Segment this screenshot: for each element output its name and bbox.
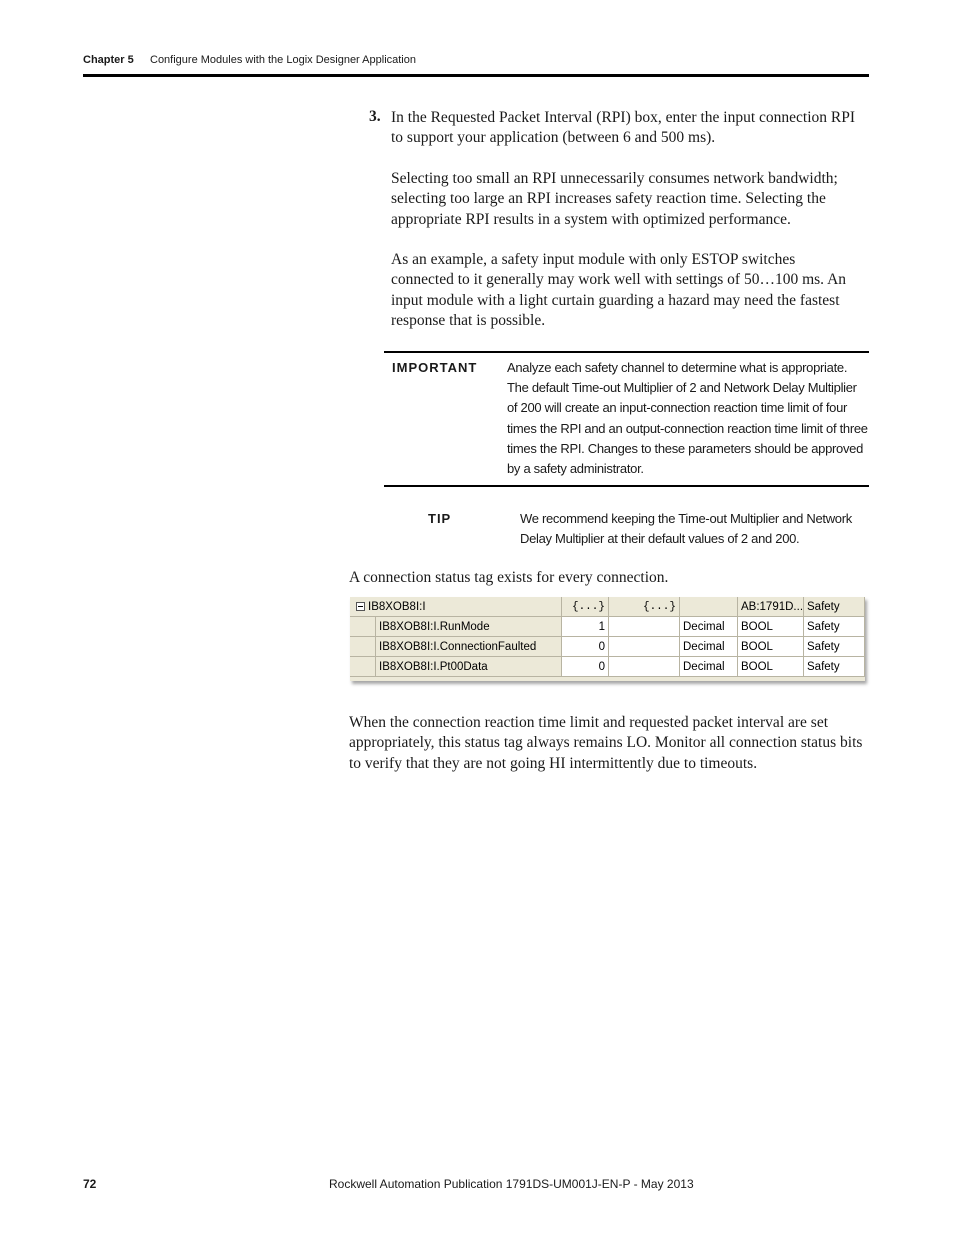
tip-label: TIP <box>428 511 452 526</box>
tag-name-cell <box>350 597 562 617</box>
value-cell[interactable]: 1 <box>562 617 609 637</box>
class-cell: Safety <box>804 597 865 617</box>
data-type-cell: BOOL <box>738 657 804 677</box>
indent-cell <box>350 657 376 677</box>
value-cell[interactable]: {...} <box>562 597 609 617</box>
style-cell <box>680 597 738 617</box>
chapter-title: Configure Modules with the Logix Designer Application <box>150 54 416 66</box>
collapse-icon[interactable] <box>356 602 365 611</box>
style-cell[interactable]: Decimal <box>680 657 738 677</box>
class-cell: Safety <box>804 637 865 657</box>
important-bottom-rule <box>384 485 869 487</box>
tag-row[interactable] <box>350 617 865 637</box>
force-mask-cell[interactable] <box>609 617 680 637</box>
status-intro: A connection status tag exists for every connection. <box>349 569 669 586</box>
tag-row-parent[interactable] <box>350 597 865 617</box>
publication-info: Rockwell Automation Publication 1791DS-UM001J-EN-P - May 2013 <box>329 1177 694 1191</box>
closing-paragraph: When the connection reaction time limit and requested packet interval are set appropriately, this status tag always remains LO. Monitor all connection status bits to verify that they are not going HI intermittently due to timeouts. <box>349 714 863 772</box>
data-type-cell: AB:1791D... <box>738 597 804 617</box>
tag-name-cell: IB8XOB8I:I.Pt00Data <box>376 657 562 677</box>
force-mask-cell[interactable] <box>609 637 680 657</box>
indent-cell <box>350 637 376 657</box>
header-rule <box>83 74 869 77</box>
class-cell: Safety <box>804 617 865 637</box>
step-number: 3. <box>369 108 381 125</box>
data-type-cell: BOOL <box>738 637 804 657</box>
data-type-cell: BOOL <box>738 617 804 637</box>
example-paragraph: As an example, a safety input module with only ESTOP switches connected to it generally may work well with settings of 50…100 ms. An input module with a light curtain guarding a hazard may need the fastest response that is possible. <box>391 251 847 330</box>
chapter-label: Chapter 5 <box>83 54 134 66</box>
value-cell[interactable]: 0 <box>562 637 609 657</box>
page-number: 72 <box>83 1177 97 1191</box>
tag-name-cell: IB8XOB8I:I.RunMode <box>376 617 562 637</box>
tag-row[interactable] <box>350 657 865 677</box>
important-label: IMPORTANT <box>392 360 478 375</box>
style-cell[interactable]: Decimal <box>680 617 738 637</box>
style-cell[interactable]: Decimal <box>680 637 738 657</box>
tag-monitor-grid <box>350 597 865 681</box>
class-cell: Safety <box>804 657 865 677</box>
step-text: In the Requested Packet Interval (RPI) box, enter the input connection RPI to support your application (between 6 and 500 ms). <box>391 109 856 147</box>
indent-cell <box>350 617 376 637</box>
important-text: Analyze each safety channel to determine what is appropriate. The default Time-out Multiplier of 2 and Network Delay Multiplier of 200 will create an input-connection reaction time limit of four times the RPI and an output-connection reaction time limit of three times the RPI. Changes to these parameters should be approved by a safety administrator. <box>507 360 868 477</box>
tag-name: IB8XOB8I:I <box>368 601 426 613</box>
tag-row[interactable] <box>350 637 865 657</box>
force-mask-cell[interactable]: {...} <box>609 597 680 617</box>
force-mask-cell[interactable] <box>609 657 680 677</box>
tip-text: We recommend keeping the Time-out Multiplier and Network Delay Multiplier at their default values of 2 and 200. <box>520 511 852 547</box>
rpi-paragraph: Selecting too small an RPI unnecessarily consumes network bandwidth; selecting too large an RPI increases safety reaction time. Selecting the appropriate RPI results in a system with optimized performance. <box>391 170 838 228</box>
value-cell[interactable]: 0 <box>562 657 609 677</box>
tag-name-cell: IB8XOB8I:I.ConnectionFaulted <box>376 637 562 657</box>
important-top-rule <box>384 351 869 353</box>
